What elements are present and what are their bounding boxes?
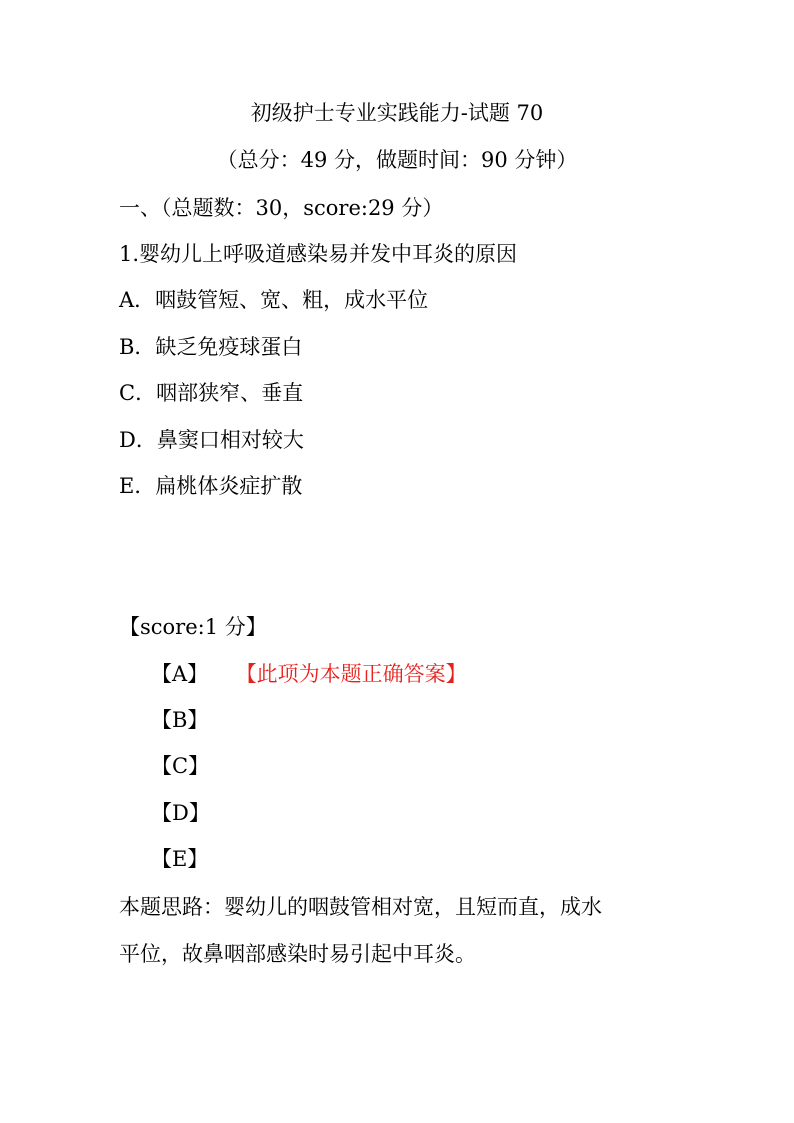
page-title: 初级护士专业实践能力-试题 70 — [250, 101, 544, 125]
answer-choice-b: 【B】 — [151, 708, 209, 732]
section-heading: 一、（总题数：30，score:29 分） — [119, 196, 444, 220]
option-e: E．扁桃体炎症扩散 — [119, 474, 303, 498]
answer-choice-c: 【C】 — [151, 754, 210, 778]
answer-choice-e: 【E】 — [151, 847, 209, 871]
option-a: A．咽鼓管短、宽、粗，成水平位 — [119, 288, 429, 312]
score-label: 【score:1 分】 — [119, 615, 267, 639]
answer-choice-a-label: 【A】 — [151, 662, 209, 686]
explanation-line-1: 本题思路：婴幼儿的咽鼓管相对宽，且短而直，成水 — [119, 895, 602, 919]
question-stem: 1.婴幼儿上呼吸道感染易并发中耳炎的原因 — [119, 242, 518, 266]
option-c: C．咽部狭窄、垂直 — [119, 381, 304, 405]
exam-info: （总分：49 分，做题时间：90 分钟） — [216, 148, 578, 172]
option-d: D．鼻窦口相对较大 — [119, 428, 304, 452]
explanation-line-2: 平位，故鼻咽部感染时易引起中耳炎。 — [119, 942, 476, 966]
option-b: B．缺乏免疫球蛋白 — [119, 335, 303, 359]
answer-choice-d: 【D】 — [151, 801, 210, 825]
correct-answer-note: 【此项为本题正确答案】 — [246, 662, 467, 686]
answer-choice-a — [151, 660, 467, 688]
